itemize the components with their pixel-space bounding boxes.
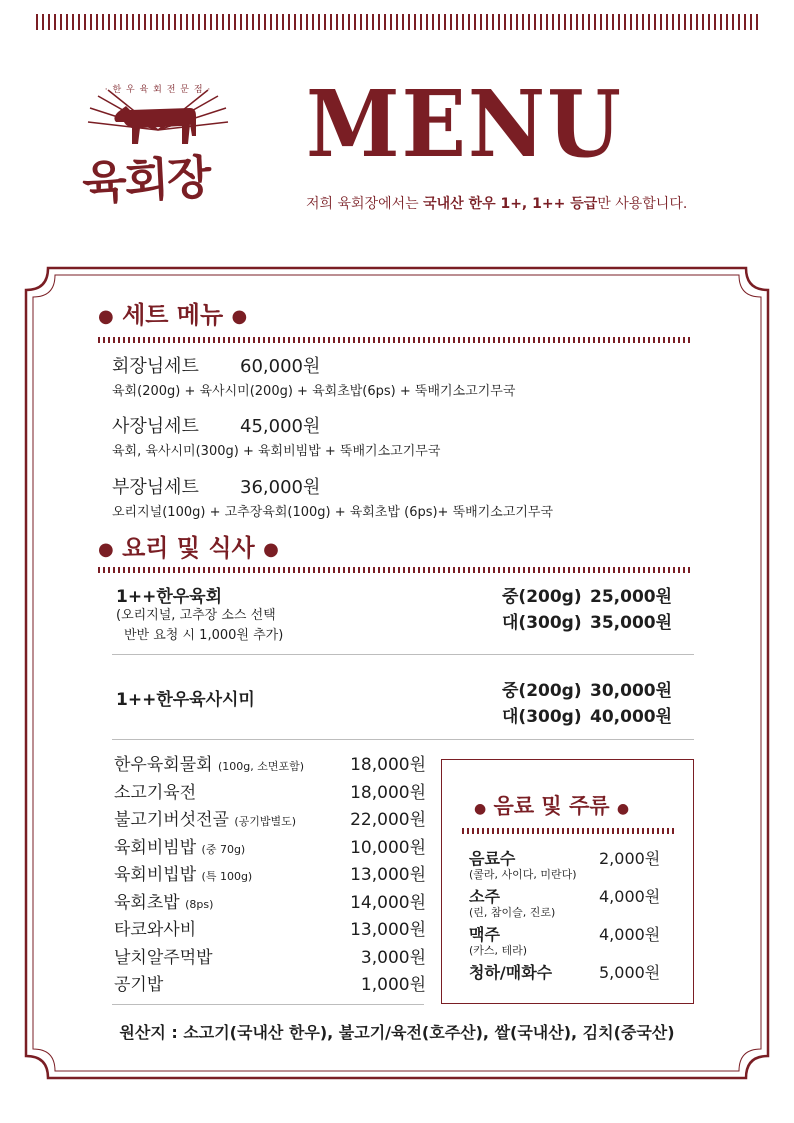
drink-price: 4,000원 — [599, 925, 661, 944]
list-item — [114, 915, 434, 943]
tagline-bold: 국내산 한우 1+, 1++ 등급 — [423, 196, 598, 212]
drinks-heading: ● 음료 및 주류 ● — [474, 793, 630, 818]
list-item — [114, 943, 434, 971]
item-price: 18,000원 — [350, 755, 426, 775]
page-title: MENU — [306, 70, 623, 178]
item-price: 3,000원 — [360, 947, 426, 968]
item-name: 육회비빔밥 — [114, 837, 197, 858]
food-item-list — [114, 750, 434, 998]
list-item — [114, 888, 434, 916]
food-heading: ● 요리 및 식사 ● — [98, 533, 279, 562]
yukhoe-name: 1++한우육회 — [116, 587, 223, 607]
list-item — [114, 805, 434, 833]
food-dotted-divider — [98, 567, 692, 573]
drink-name: 소주 — [469, 887, 500, 906]
item-name: 공기밥 — [114, 975, 164, 995]
list-item — [114, 750, 434, 778]
size-price-row — [502, 676, 672, 701]
set-item-desc: 오리지널(100g) + 고추장육회(100g) + 육회초밥 (6ps)+ 뚝배기소고기무국 — [112, 505, 554, 520]
size-price: 30,000원 — [590, 681, 673, 701]
size-price-row — [502, 608, 672, 633]
size-price: 35,000원 — [590, 613, 673, 633]
list-item — [114, 970, 434, 998]
yukhoe-note-1: (오리지널, 고추장 소스 선택 — [116, 608, 276, 623]
set-item — [112, 352, 712, 399]
set-item-price: 45,000원 — [240, 416, 321, 437]
set-item-price: 60,000원 — [240, 356, 321, 377]
item-price: 14,000원 — [350, 892, 426, 913]
food-heading-label: 요리 및 식사 — [122, 533, 255, 562]
item-price: 13,000원 — [350, 865, 426, 885]
drink-desc: (린, 참이슬, 진로) — [469, 906, 556, 919]
drink-desc: (콜라, 사이다, 미란다) — [469, 868, 577, 881]
item-note: (특 100g) — [201, 870, 253, 883]
drink-price: 5,000원 — [599, 963, 661, 982]
item-price: 10,000원 — [350, 837, 426, 858]
set-item-name: 회장님세트 — [112, 356, 199, 377]
list-item — [114, 778, 434, 806]
item-price: 22,000원 — [350, 810, 426, 830]
divider — [112, 1004, 424, 1005]
origin-statement: 원산지 : 소고기(국내산 한우), 불고기/육전(호주산), 쌀(국내산), 김치(중국산) — [119, 1023, 675, 1042]
logo-subtitle: · 한 우 육 회 전 문 점 · — [104, 85, 212, 95]
set-item-desc: 육회(200g) + 육사시미(200g) + 육회초밥(6ps) + 뚝배기소고기무국 — [112, 384, 516, 399]
size-label: 대(300g) — [502, 707, 582, 727]
set-item-price: 36,000원 — [240, 477, 321, 498]
divider — [112, 739, 694, 740]
drink-name: 청하/매화수 — [469, 963, 553, 982]
list-item — [114, 833, 434, 861]
size-label: 중(200g) — [502, 587, 582, 607]
set-item-desc: 육회, 육사시미(300g) + 육회비빔밥 + 뚝배기소고기무국 — [112, 444, 441, 459]
set-item-name: 부장님세트 — [112, 477, 199, 498]
item-name: 불고기버섯전골 — [114, 810, 229, 830]
divider — [112, 654, 694, 655]
drinks-box — [441, 759, 694, 1004]
item-note: (100g, 소면포함) — [217, 760, 305, 773]
drink-price: 2,000원 — [599, 849, 661, 868]
item-name: 타코와사비 — [114, 920, 197, 940]
yukhoe-note-2: 반반 요청 시 1,000원 추가) — [124, 628, 284, 643]
drinks-dotted-divider — [462, 828, 676, 834]
set-menu-heading: ● 세트 메뉴 ● — [98, 300, 248, 329]
set-menu-heading-label: 세트 메뉴 — [122, 300, 224, 329]
set-item — [112, 473, 712, 520]
set-menu-dotted-divider — [98, 337, 692, 343]
tagline-suffix: 만 사용합니다. — [597, 196, 688, 212]
size-price-row — [502, 702, 672, 727]
size-price: 25,000원 — [590, 587, 673, 607]
item-name: 소고기육전 — [114, 782, 197, 803]
item-name: 육회비빕밥 — [114, 865, 197, 885]
item-note: (중 70g) — [201, 842, 246, 856]
item-price: 1,000원 — [360, 975, 426, 995]
item-name: 한우육회물회 — [114, 755, 213, 775]
size-label: 대(300g) — [502, 613, 582, 633]
drinks-heading-label: 음료 및 주류 — [493, 793, 610, 818]
size-label: 중(200g) — [502, 681, 582, 701]
item-name: 육회초밥 — [114, 892, 180, 913]
drink-name: 맥주 — [469, 925, 500, 944]
set-item — [112, 412, 712, 459]
drink-desc: (카스, 테라) — [469, 944, 528, 957]
set-item-name: 사장님세트 — [112, 416, 199, 437]
item-note: (공기밥별도) — [234, 815, 297, 828]
size-price-row — [502, 582, 672, 607]
logo-name: 육회장 — [80, 149, 211, 211]
item-price: 13,000원 — [350, 920, 426, 940]
drink-name: 음료수 — [469, 849, 516, 868]
tagline-prefix: 저희 육회장에서는 — [306, 196, 424, 212]
item-price: 18,000원 — [350, 782, 426, 803]
drink-price: 4,000원 — [599, 887, 661, 906]
sashimi-name: 1++한우육사시미 — [116, 690, 255, 710]
item-name: 날치알주먹밥 — [114, 947, 213, 968]
size-price: 40,000원 — [590, 707, 673, 727]
list-item — [114, 860, 434, 888]
item-note: (8ps) — [185, 897, 214, 911]
